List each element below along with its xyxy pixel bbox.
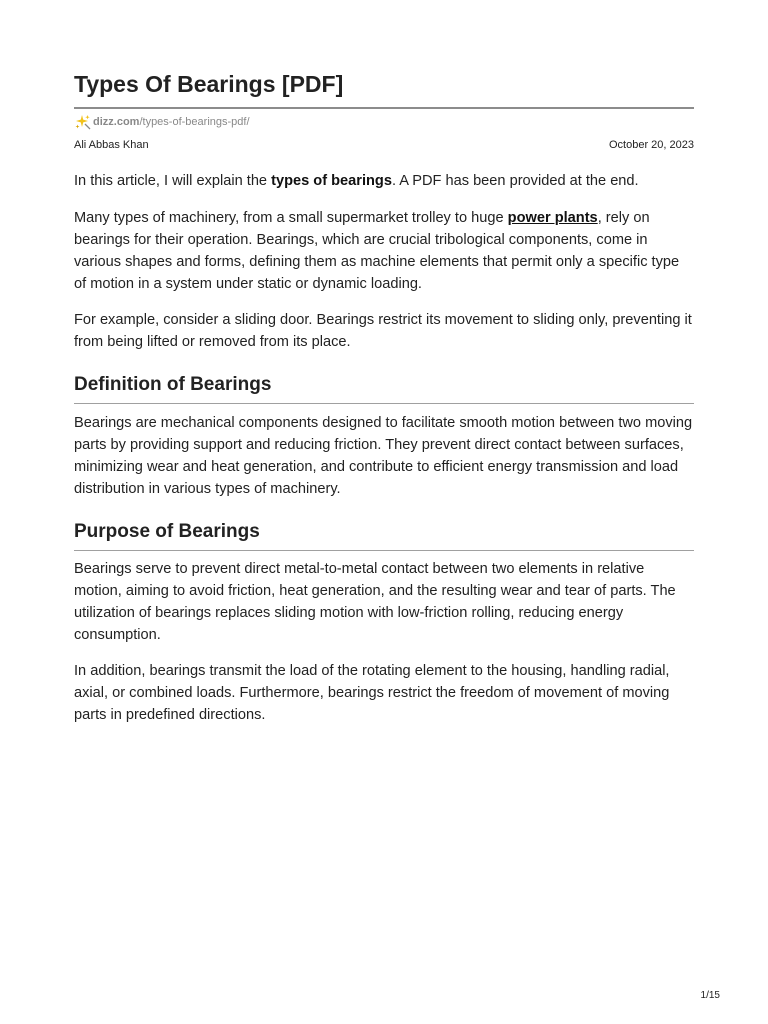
power-plants-link[interactable]: power plants xyxy=(507,210,598,226)
machinery-text-end: , rely on bearings for their operation. Bearings, which are crucial tribological components, come in various shapes and forms, defining them as machine elements that permit only a specific type of motion in a system under static or dynamic loading. xyxy=(74,210,680,292)
intro-text-end: . A PDF has been provided at the end. xyxy=(391,173,639,189)
purpose-paragraph: Bearings serve to prevent direct metal-to-metal contact between two elements in relative motion, aiming to avoid friction, heat generation, and the resulting wear and tear of parts. The utilization of bearings replaces sliding motion with low-friction rolling, reducing energy consumption. xyxy=(74,561,676,643)
author-name: Ali Abbas Khan xyxy=(74,139,149,151)
intro-bold-text: types of bearings xyxy=(271,173,392,189)
publish-date: October 20, 2023 xyxy=(608,139,694,151)
section-heading-purpose: Purpose of Bearings xyxy=(74,521,260,542)
intro-text: In this article, I will explain the xyxy=(74,173,272,189)
title-divider xyxy=(74,107,694,109)
source-domain: dizz.com xyxy=(93,116,140,128)
section-heading-definition: Definition of Bearings xyxy=(74,374,272,395)
page-title: Types Of Bearings [PDF] xyxy=(74,71,344,97)
machinery-paragraph xyxy=(74,207,694,295)
page-number: 1/15 xyxy=(700,990,720,1001)
intro-paragraph xyxy=(74,170,694,192)
definition-paragraph: Bearings are mechanical components designed to facilitate smooth motion between two moving parts by providing support and reducing friction. They prevent direct contact between surfaces, minimizing wear and heat generation, and contribute to efficient energy transmission and load distribution in various types of machinery. xyxy=(74,415,693,497)
section-divider xyxy=(74,550,694,551)
example-paragraph: For example, consider a sliding door. Bearings restrict its movement to sliding only, preventing it from being lifted or removed from its place. xyxy=(74,312,692,350)
section-divider xyxy=(74,403,694,404)
load-paragraph: In addition, bearings transmit the load of the rotating element to the housing, handling radial, axial, or combined loads. Furthermore, bearings restrict the freedom of movement of moving parts in predefined directions. xyxy=(74,663,670,723)
source-path: /types-of-bearings-pdf/ xyxy=(139,116,250,128)
machinery-text: Many types of machinery, from a small supermarket trolley to huge xyxy=(74,210,508,226)
source-link[interactable] xyxy=(74,114,250,130)
sparkle-icon xyxy=(74,114,91,130)
